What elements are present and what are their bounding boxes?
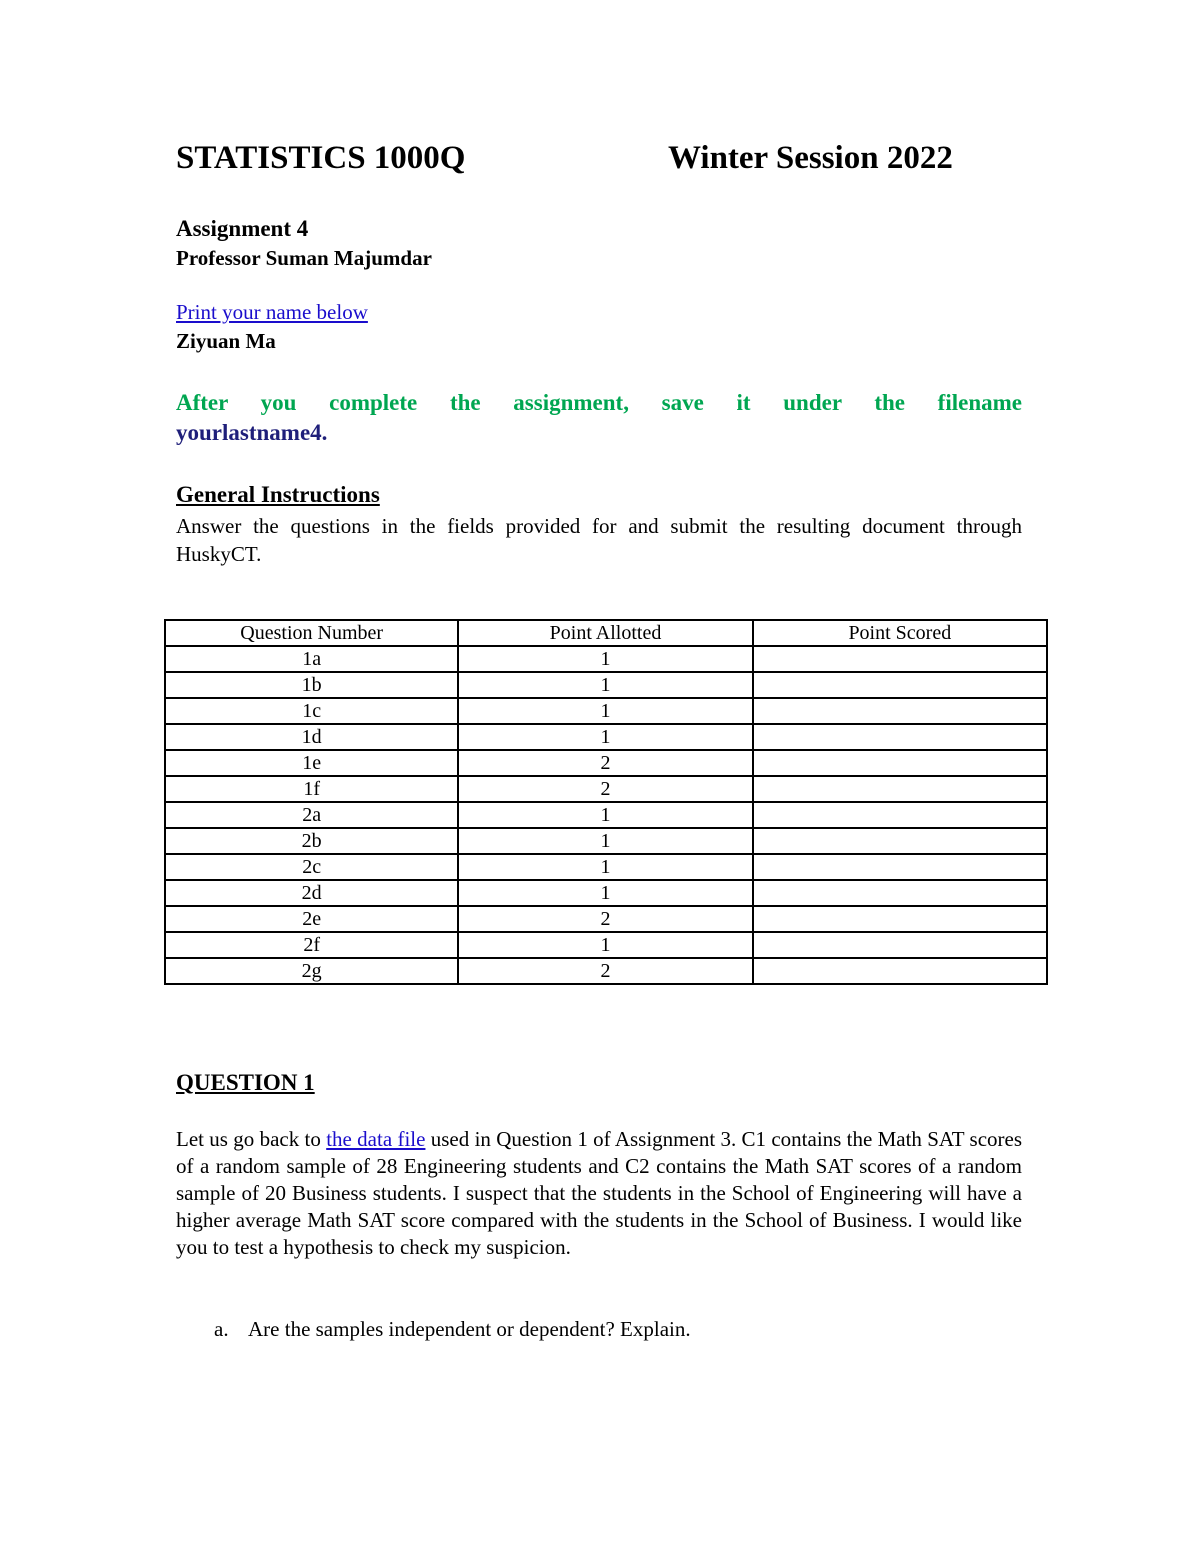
- cell-question-number: 1d: [165, 724, 458, 750]
- cell-point-scored[interactable]: [753, 906, 1047, 932]
- table-row: [165, 724, 1047, 750]
- cell-point-allotted: 1: [458, 828, 752, 854]
- cell-question-number: 1f: [165, 776, 458, 802]
- cell-point-allotted: 2: [458, 776, 752, 802]
- question-1-intro-start: Let us go back to: [176, 1127, 327, 1151]
- cell-point-allotted: 1: [458, 646, 752, 672]
- table-row: [165, 698, 1047, 724]
- question-1-body: [176, 1126, 1022, 1261]
- cell-point-scored[interactable]: [753, 854, 1047, 880]
- assignment-title: Assignment 4: [176, 216, 309, 241]
- table-row: [165, 672, 1047, 698]
- table-row: [165, 854, 1047, 880]
- table-row: [165, 776, 1047, 802]
- cell-question-number: 1b: [165, 672, 458, 698]
- print-name-link[interactable]: Print your name below: [176, 300, 368, 324]
- cell-point-scored[interactable]: [753, 724, 1047, 750]
- data-file-link[interactable]: the data file: [326, 1127, 426, 1151]
- cell-point-scored[interactable]: [753, 828, 1047, 854]
- session-title: Winter Session 2022: [668, 140, 953, 176]
- cell-point-allotted: 1: [458, 724, 752, 750]
- column-header-scored: Point Scored: [753, 620, 1047, 646]
- cell-question-number: 1c: [165, 698, 458, 724]
- table-row: [165, 646, 1047, 672]
- question-1-intro-rest: used in Question 1 of Assignment 3. C1 contains the Math SAT scores of a random sample of 28 Engineering students and C2 contains the Math SAT scores of a random sample of 20 Business students. I suspect that the students in the School of Engineering will have a higher average Math SAT score compared with the students in the School of Business. I would like you to test a hypothesis to check my suspicion.: [176, 1127, 1022, 1259]
- cell-point-allotted: 1: [458, 698, 752, 724]
- points-table: [164, 619, 1048, 985]
- cell-question-number: 2c: [165, 854, 458, 880]
- cell-point-scored[interactable]: [753, 932, 1047, 958]
- cell-point-scored[interactable]: [753, 646, 1047, 672]
- cell-point-allotted: 1: [458, 672, 752, 698]
- table-row: [165, 906, 1047, 932]
- cell-point-scored[interactable]: [753, 776, 1047, 802]
- general-instructions-heading: General Instructions: [176, 482, 380, 507]
- cell-point-allotted: 1: [458, 854, 752, 880]
- cell-point-scored[interactable]: [753, 750, 1047, 776]
- table-row: [165, 958, 1047, 984]
- course-title: STATISTICS 1000Q: [176, 140, 466, 176]
- cell-point-scored[interactable]: [753, 698, 1047, 724]
- student-name: Ziyuan Ma: [176, 329, 276, 353]
- cell-point-scored[interactable]: [753, 880, 1047, 906]
- cell-point-scored[interactable]: [753, 958, 1047, 984]
- save-filename: yourlastname4.: [176, 420, 328, 445]
- cell-question-number: 2g: [165, 958, 458, 984]
- cell-point-scored[interactable]: [753, 672, 1047, 698]
- table-row: [165, 880, 1047, 906]
- cell-point-allotted: 1: [458, 880, 752, 906]
- question-1-heading: QUESTION 1: [176, 1070, 315, 1095]
- cell-question-number: 2b: [165, 828, 458, 854]
- cell-point-allotted: 1: [458, 932, 752, 958]
- table-header-row: [165, 620, 1047, 646]
- cell-question-number: 1a: [165, 646, 458, 672]
- cell-point-scored[interactable]: [753, 802, 1047, 828]
- table-row: [165, 932, 1047, 958]
- table-row: [165, 750, 1047, 776]
- cell-question-number: 1e: [165, 750, 458, 776]
- professor-name: Professor Suman Majumdar: [176, 246, 432, 270]
- cell-question-number: 2e: [165, 906, 458, 932]
- cell-question-number: 2a: [165, 802, 458, 828]
- question-1a-letter: a.: [214, 1317, 229, 1341]
- cell-point-allotted: 2: [458, 906, 752, 932]
- column-header-allotted: Point Allotted: [458, 620, 752, 646]
- cell-point-allotted: 2: [458, 750, 752, 776]
- table-row: [165, 802, 1047, 828]
- cell-point-allotted: 1: [458, 802, 752, 828]
- question-1a-text: Are the samples independent or dependent? Explain.: [248, 1317, 691, 1341]
- general-instructions-body: Answer the questions in the fields provided for and submit the resulting document through HuskyCT.: [176, 514, 1022, 566]
- cell-question-number: 2f: [165, 932, 458, 958]
- cell-question-number: 2d: [165, 880, 458, 906]
- cell-point-allotted: 2: [458, 958, 752, 984]
- table-row: [165, 828, 1047, 854]
- save-instruction: After you complete the assignment, save it under the filename: [176, 390, 1022, 415]
- column-header-question: Question Number: [165, 620, 458, 646]
